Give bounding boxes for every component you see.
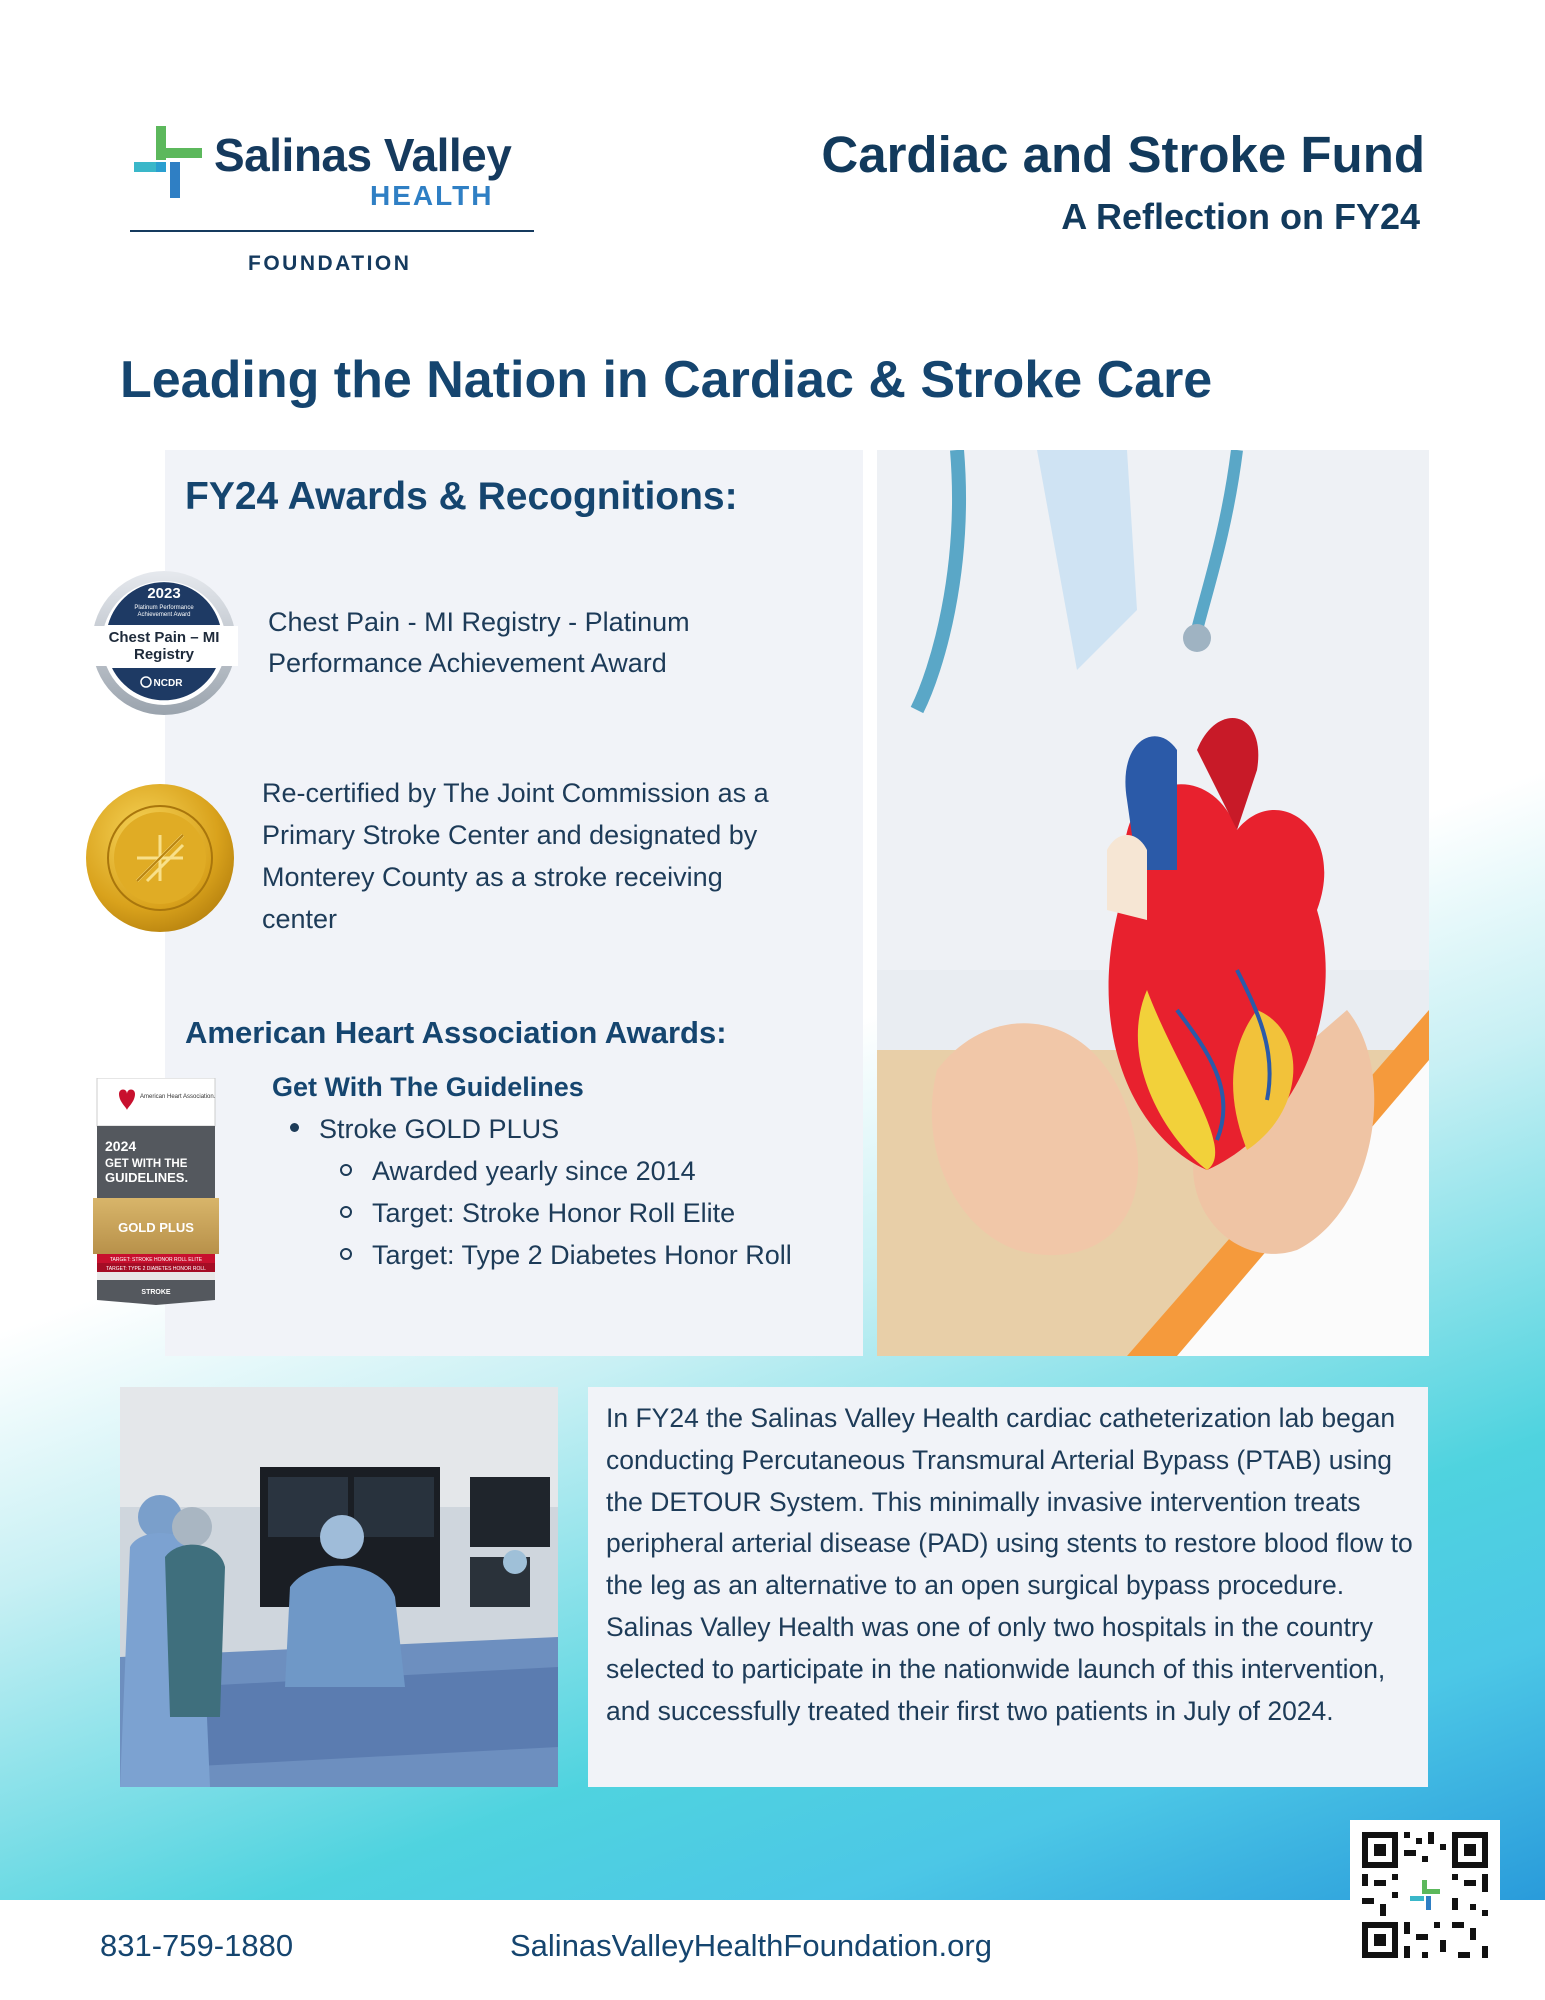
- joint-commission-seal-icon: [85, 783, 235, 933]
- svg-text:Achievement Award: Achievement Award: [137, 612, 191, 618]
- svg-text:GOLD PLUS: GOLD PLUS: [118, 1220, 194, 1235]
- fund-title: Cardiac and Stroke Fund: [821, 126, 1425, 183]
- svg-text:2024: 2024: [105, 1138, 137, 1154]
- list-item: [340, 1198, 735, 1229]
- logo-foundation: FOUNDATION: [248, 252, 412, 275]
- list-item: [340, 1156, 696, 1187]
- phone-number[interactable]: 831-759-1880: [100, 1928, 294, 1963]
- svg-text:TARGET: TYPE 2 DIABETES HONOR: TARGET: TYPE 2 DIABETES HONOR ROLL: [106, 1266, 206, 1272]
- logo-name: Salinas Valley: [214, 129, 512, 181]
- svg-text:Platinum Performance: Platinum Performance: [134, 605, 194, 611]
- gwtg-title: Get With The Guidelines: [272, 1072, 584, 1102]
- foundation-logo: [130, 120, 535, 280]
- bullet-ring-icon: [340, 1164, 352, 1176]
- svg-text:TARGET: STROKE HONOR ROLL ELIT: TARGET: STROKE HONOR ROLL ELITE: [109, 1257, 203, 1263]
- svg-text:American Heart Association.: American Heart Association.: [140, 1094, 216, 1100]
- list-item: [290, 1114, 559, 1145]
- sub-bullet-text: Target: Stroke Honor Roll Elite: [372, 1198, 736, 1228]
- list-item: [340, 1240, 792, 1271]
- svg-text:STROKE: STROKE: [141, 1289, 171, 1296]
- sub-bullet-text: Awarded yearly since 2014: [372, 1156, 696, 1186]
- svg-text:2023: 2023: [147, 585, 181, 602]
- bullet-text: Stroke GOLD PLUS: [319, 1114, 560, 1144]
- ncdr-badge-icon: [88, 570, 240, 716]
- svg-text:Registry: Registry: [133, 646, 195, 663]
- bullet-dot-icon: [290, 1123, 299, 1132]
- logo-health: HEALTH: [370, 180, 494, 211]
- award-joint-commission-text: Re-certified by The Joint Commission as a Primary Stroke Center and designated by Monterey County as a stroke receiving center: [262, 778, 769, 934]
- awards-title: FY24 Awards & Recognitions:: [185, 475, 738, 518]
- svg-text:GUIDELINES.: GUIDELINES.: [105, 1170, 189, 1185]
- page-title: Leading the Nation in Cardiac & Stroke Care: [120, 351, 1213, 409]
- aha-gold-plus-badge-icon: [93, 1078, 219, 1305]
- qr-code-graphic: [1350, 1820, 1500, 1970]
- aha-awards-title: American Heart Association Awards:: [185, 1015, 727, 1050]
- fund-subtitle: A Reflection on FY24: [1061, 196, 1420, 237]
- svg-text:GET WITH THE: GET WITH THE: [105, 1158, 188, 1170]
- svg-text:Chest Pain – MI: Chest Pain – MI: [108, 629, 220, 646]
- sub-bullet-text: Target: Type 2 Diabetes Honor Roll: [372, 1240, 792, 1270]
- award-ncdr-text: Chest Pain - MI Registry - Platinum Performance Achievement Award: [268, 607, 690, 678]
- doctor-holding-heart-photo: [877, 450, 1429, 1356]
- ptab-paragraph: In FY24 the Salinas Valley Health cardiac catheterization lab began conducting Percutaneous Transmural Arterial Bypass (PTAB) using the DETOUR System. This minimally invasive intervention treats peripheral arterial disease (PAD) using stents to restore blood flow to the leg as an alternative to an open surgical bypass procedure. Salinas Valley Health was one of only two hospitals in the country selected to participate in the nationwide launch of this intervention, and successfully treated their first two patients in July of 2024.: [606, 1403, 1413, 1726]
- cross-logo-icon: [134, 126, 206, 198]
- bullet-ring-icon: [340, 1206, 352, 1218]
- qr-code-icon[interactable]: [1350, 1820, 1500, 1970]
- cath-lab-photo: [120, 1387, 558, 1787]
- bullet-ring-icon: [340, 1248, 352, 1260]
- logo-divider: [130, 230, 534, 232]
- svg-text:NCDR: NCDR: [153, 678, 183, 689]
- website-link[interactable]: SalinasValleyHealthFoundation.org: [510, 1928, 992, 1963]
